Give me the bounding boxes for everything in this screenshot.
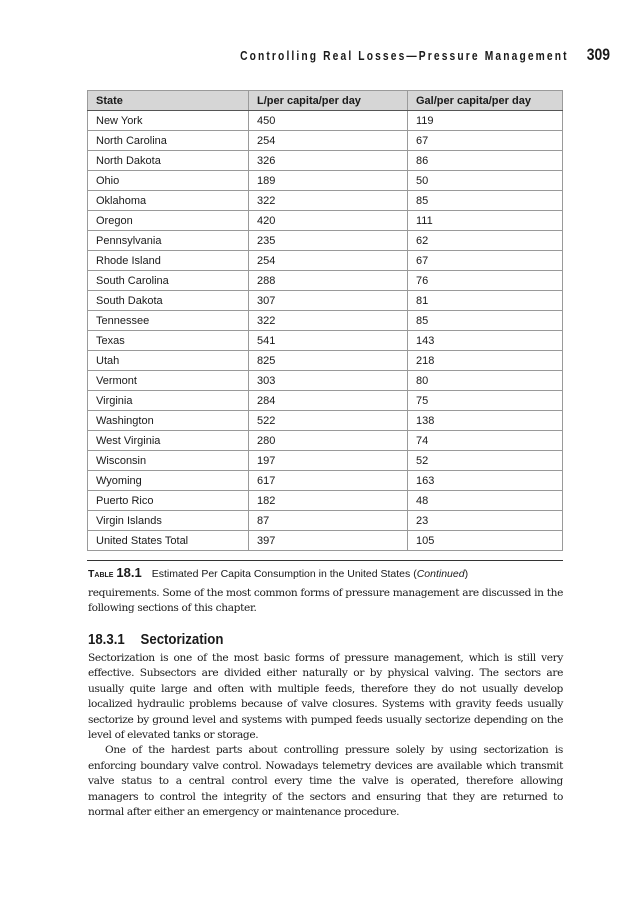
gallons-cell: 76 [408, 271, 563, 291]
state-cell: Oregon [88, 211, 249, 231]
table-caption [88, 565, 468, 580]
table-row [88, 111, 563, 131]
liters-cell: 87 [249, 511, 408, 531]
liters-cell: 617 [249, 471, 408, 491]
liters-cell: 326 [249, 151, 408, 171]
gallons-cell: 163 [408, 471, 563, 491]
caption-number: 18.1 [116, 565, 142, 580]
table-row [88, 231, 563, 251]
table-row [88, 191, 563, 211]
liters-cell: 450 [249, 111, 408, 131]
liters-cell: 280 [249, 431, 408, 451]
gallons-cell: 48 [408, 491, 563, 511]
paragraph: One of the hardest parts about controlling pressure solely by using sectorization is enforcing boundary valve control. Nowadays telemetry devices are available which transmit valve status to a central control every time the valve is operated, therefore allowing managers to control the integrity of the sectors and ensuring that they are returned to normal after either an emergency or maintenance procedure. [88, 744, 563, 819]
state-cell: Puerto Rico [88, 491, 249, 511]
table-row [88, 291, 563, 311]
state-cell: Ohio [88, 171, 249, 191]
column-header: Gal/per capita/per day [408, 91, 563, 111]
liters-cell: 189 [249, 171, 408, 191]
gallons-cell: 50 [408, 171, 563, 191]
caption-continued: Continued [416, 568, 465, 580]
paragraph: requirements. Some of the most common forms of pressure management are discussed in the following sections of this chapter. [88, 587, 563, 615]
table-header-row [88, 91, 563, 111]
table-row [88, 151, 563, 171]
state-cell: New York [88, 111, 249, 131]
caption-rule [87, 560, 563, 561]
gallons-cell: 143 [408, 331, 563, 351]
running-title: Controlling Real Losses—Pressure Management [240, 49, 569, 63]
liters-cell: 522 [249, 411, 408, 431]
column-header: L/per capita/per day [249, 91, 408, 111]
gallons-cell: 74 [408, 431, 563, 451]
state-cell: Rhode Island [88, 251, 249, 271]
liters-cell: 397 [249, 531, 408, 551]
liters-cell: 288 [249, 271, 408, 291]
gallons-cell: 67 [408, 251, 563, 271]
gallons-cell: 111 [408, 211, 563, 231]
gallons-cell: 85 [408, 191, 563, 211]
table-row [88, 371, 563, 391]
state-cell: Virginia [88, 391, 249, 411]
table-row [88, 451, 563, 471]
state-cell: Wisconsin [88, 451, 249, 471]
gallons-cell: 67 [408, 131, 563, 151]
caption-close: ) [464, 568, 469, 580]
state-cell: Vermont [88, 371, 249, 391]
liters-cell: 825 [249, 351, 408, 371]
intro-paragraph [88, 586, 563, 617]
state-cell: West Virginia [88, 431, 249, 451]
liters-cell: 303 [249, 371, 408, 391]
table-row [88, 411, 563, 431]
state-cell: Virgin Islands [88, 511, 249, 531]
gallons-cell: 80 [408, 371, 563, 391]
liters-cell: 541 [249, 331, 408, 351]
liters-cell: 254 [249, 251, 408, 271]
table-row [88, 311, 563, 331]
table-row [88, 431, 563, 451]
section-body [88, 651, 563, 820]
table-row [88, 131, 563, 151]
caption-label-word: Table [88, 568, 114, 580]
gallons-cell: 62 [408, 231, 563, 251]
liters-cell: 284 [249, 391, 408, 411]
state-cell: South Dakota [88, 291, 249, 311]
table-row [88, 251, 563, 271]
table-row [88, 211, 563, 231]
liters-cell: 254 [249, 131, 408, 151]
state-cell: Texas [88, 331, 249, 351]
table-row [88, 471, 563, 491]
table-row [88, 351, 563, 371]
section-title: Sectorization [140, 631, 224, 648]
page-number: 309 [586, 45, 610, 64]
liters-cell: 182 [249, 491, 408, 511]
running-header [182, 45, 610, 65]
liters-cell: 420 [249, 211, 408, 231]
state-cell: Oklahoma [88, 191, 249, 211]
caption-text: Estimated Per Capita Consumption in the United States ( [151, 568, 417, 580]
state-cell: Tennessee [88, 311, 249, 331]
table-row [88, 271, 563, 291]
table-row [88, 171, 563, 191]
table-row [88, 491, 563, 511]
gallons-cell: 75 [408, 391, 563, 411]
state-cell: Utah [88, 351, 249, 371]
liters-cell: 197 [249, 451, 408, 471]
state-cell: Pennsylvania [88, 231, 249, 251]
state-cell: South Carolina [88, 271, 249, 291]
gallons-cell: 105 [408, 531, 563, 551]
state-cell: Wyoming [88, 471, 249, 491]
gallons-cell: 218 [408, 351, 563, 371]
section-heading [88, 631, 223, 648]
paragraph: Sectorization is one of the most basic forms of pressure management, which is still very effective. Subsectors are divided either naturally or by physical valving. The sectors are usually quite large and often with multiple feeds, therefore they do not usually develop localized hydraulic problems because of valve closures. Systems with gravity feeds usually sectorize by ground level and systems with pumped feeds usually sectorize depending on the level of elevated tanks or storage. [88, 652, 563, 742]
gallons-cell: 86 [408, 151, 563, 171]
state-cell: North Dakota [88, 151, 249, 171]
gallons-cell: 52 [408, 451, 563, 471]
liters-cell: 235 [249, 231, 408, 251]
consumption-table [87, 90, 563, 551]
caption-label [88, 565, 142, 580]
gallons-cell: 119 [408, 111, 563, 131]
gallons-cell: 23 [408, 511, 563, 531]
section-number: 18.3.1 [88, 631, 125, 648]
gallons-cell: 81 [408, 291, 563, 311]
liters-cell: 322 [249, 311, 408, 331]
column-header: State [88, 91, 249, 111]
state-cell: Washington [88, 411, 249, 431]
state-cell: United States Total [88, 531, 249, 551]
gallons-cell: 85 [408, 311, 563, 331]
table-row [88, 331, 563, 351]
table-row [88, 391, 563, 411]
state-cell: North Carolina [88, 131, 249, 151]
table-row [88, 511, 563, 531]
gallons-cell: 138 [408, 411, 563, 431]
table-row [88, 531, 563, 551]
liters-cell: 307 [249, 291, 408, 311]
liters-cell: 322 [249, 191, 408, 211]
